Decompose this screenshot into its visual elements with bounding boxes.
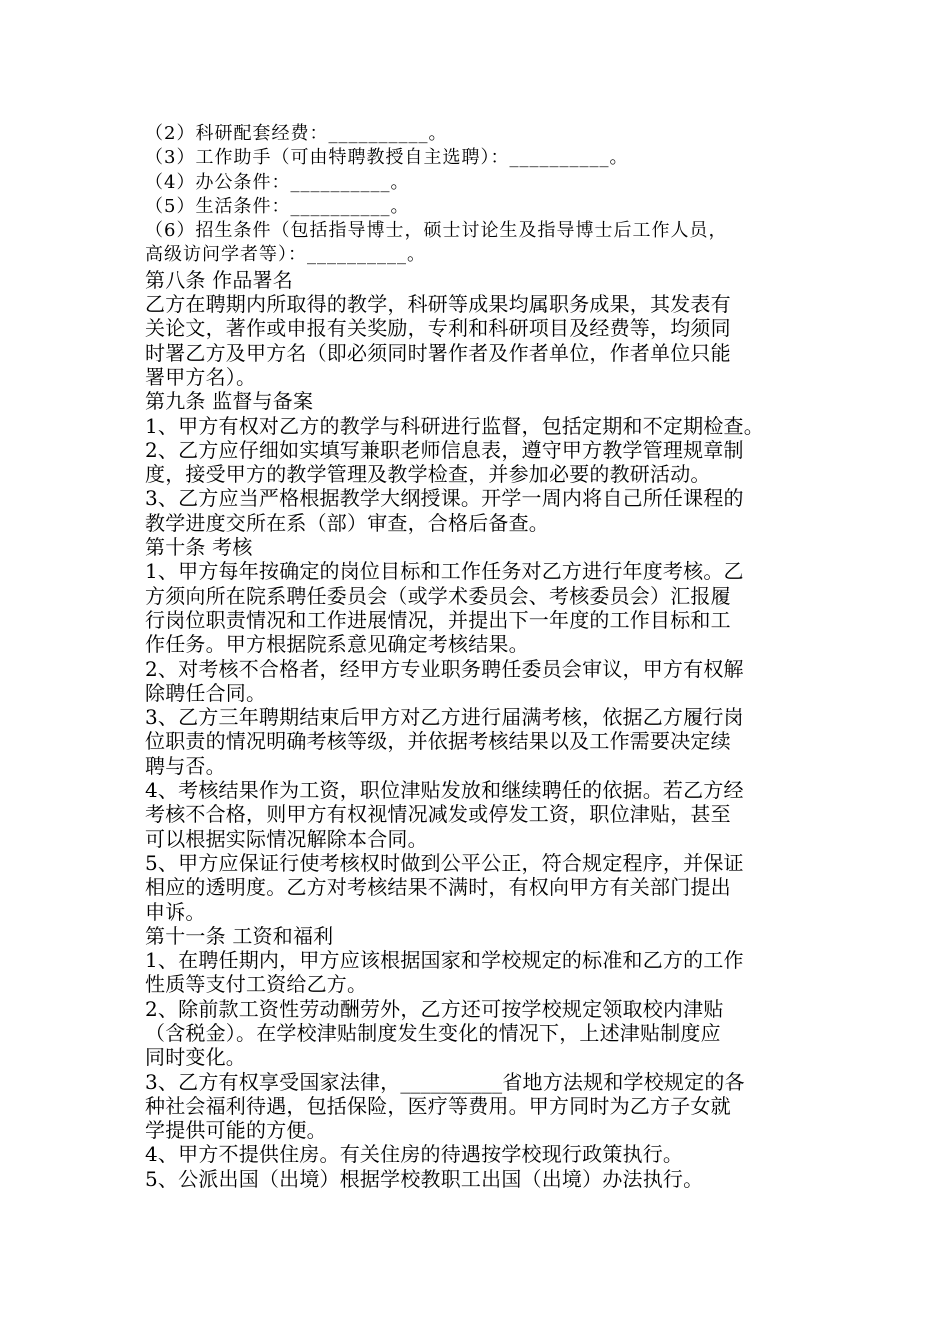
clause-item-3: （3）工作助手（可由特聘教授自主选聘）：__________。: [145, 147, 629, 169]
paragraph-line: 方须向所在院系聘任委员会（或学术委员会、考核委员会）汇报履: [145, 583, 731, 608]
paragraph-line: 4、考核结果作为工资，职位津贴发放和继续聘任的依据。若乙方经: [145, 778, 744, 803]
paragraph-line: 种社会福利待遇，包括保险，医疗等费用。甲方同时为乙方子女就: [145, 1093, 731, 1118]
paragraph-line: 相应的透明度。乙方对考核结果不满时，有权向甲方有关部门提出: [145, 875, 731, 900]
paragraph-line: 可以根据实际情况解除本合同。: [145, 826, 428, 851]
paragraph-line: 2、对考核不合格者，经甲方专业职务聘任委员会审议，甲方有权解: [145, 656, 744, 681]
paragraph-line: 3、乙方三年聘期结束后甲方对乙方进行届满考核，依据乙方履行岗: [145, 705, 744, 730]
paragraph-line: 1、甲方每年按确定的岗位目标和工作任务对乙方进行年度考核。乙: [145, 559, 744, 584]
paragraph-line: 学提供可能的方便。: [145, 1118, 327, 1143]
paragraph-line: 性质等支付工资给乙方。: [145, 972, 368, 997]
paragraph-line: 2、除前款工资性劳动酬劳外，乙方还可按学校规定领取校内津贴: [145, 996, 724, 1021]
paragraph-line: 5、公派出国（出境）根据学校教职工出国（出境）办法执行。: [145, 1166, 704, 1191]
paragraph-line: 行岗位职责情况和工作进展情况，并提出下一年度的工作目标和工: [145, 607, 731, 632]
paragraph-line: 3、乙方有权享受国家法律，__________省地方法规和学校规定的各: [145, 1069, 745, 1094]
paragraph-line: 时署乙方及甲方名（即必须同时署作者及作者单位，作者单位只能: [145, 340, 731, 365]
paragraph-line: 聘与否。: [145, 753, 226, 778]
document-page: [145, 122, 815, 1191]
paragraph-line: 教学进度交所在系（部）审查，合格后备查。: [145, 510, 549, 535]
clause-item-5: （5）生活条件：__________。: [145, 195, 410, 217]
paragraph-line: 度，接受甲方的教学管理及教学检查，并参加必要的教研活动。: [145, 462, 711, 487]
article-8-heading: 第八条 作品署名: [145, 267, 293, 292]
article-9-heading: 第九条 监督与备案: [145, 389, 314, 414]
paragraph-line: 关论文，著作或申报有关奖励，专利和科研项目及经费等，均须同: [145, 316, 731, 341]
paragraph-line: 4、甲方不提供住房。有关住房的待遇按学校现行政策执行。: [145, 1142, 684, 1167]
clause-item-4: （4）办公条件：__________。: [145, 171, 410, 193]
paragraph-line: 位职责的情况明确考核等级，并依据考核结果以及工作需要决定续: [145, 729, 731, 754]
paragraph-line: 乙方在聘期内所取得的教学，科研等成果均属职务成果，其发表有: [145, 292, 731, 317]
paragraph-line: 除聘任合同。: [145, 680, 267, 705]
paragraph-line: 1、在聘任期内，甲方应该根据国家和学校规定的标准和乙方的工作: [145, 948, 744, 973]
paragraph-line: 考核不合格，则甲方有权视情况减发或停发工资，职位津贴，甚至: [145, 802, 731, 827]
paragraph-line: 1、甲方有权对乙方的教学与科研进行监督，包括定期和不定期检查。: [145, 413, 764, 438]
paragraph-line: 同时变化。: [145, 1045, 246, 1070]
clause-item-6-cont: 高级访问学者等）：__________。: [145, 244, 426, 266]
article-11-heading: 第十一条 工资和福利: [145, 923, 334, 948]
article-10-heading: 第十条 考核: [145, 535, 253, 560]
paragraph-line: 3、乙方应当严格根据教学大纲授课。开学一周内将自己所任课程的: [145, 486, 744, 511]
paragraph-line: 申诉。: [145, 899, 206, 924]
paragraph-line: 作任务。甲方根据院系意见确定考核结果。: [145, 632, 529, 657]
paragraph-line: 署甲方名）。: [145, 364, 257, 389]
clause-item-2: （2）科研配套经费：__________。: [145, 123, 448, 144]
paragraph-line: 2、乙方应仔细如实填写兼职老师信息表，遵守甲方教学管理规章制: [145, 437, 744, 462]
clause-item-6: （6）招生条件（包括指导博士，硕士讨论生及指导博士后工作人员，: [145, 220, 728, 242]
paragraph-line: （含税金）。在学校津贴制度发生变化的情况下，上述津贴制度应: [145, 1020, 721, 1045]
paragraph-line: 5、甲方应保证行使考核权时做到公平公正，符合规定程序，并保证: [145, 850, 744, 875]
